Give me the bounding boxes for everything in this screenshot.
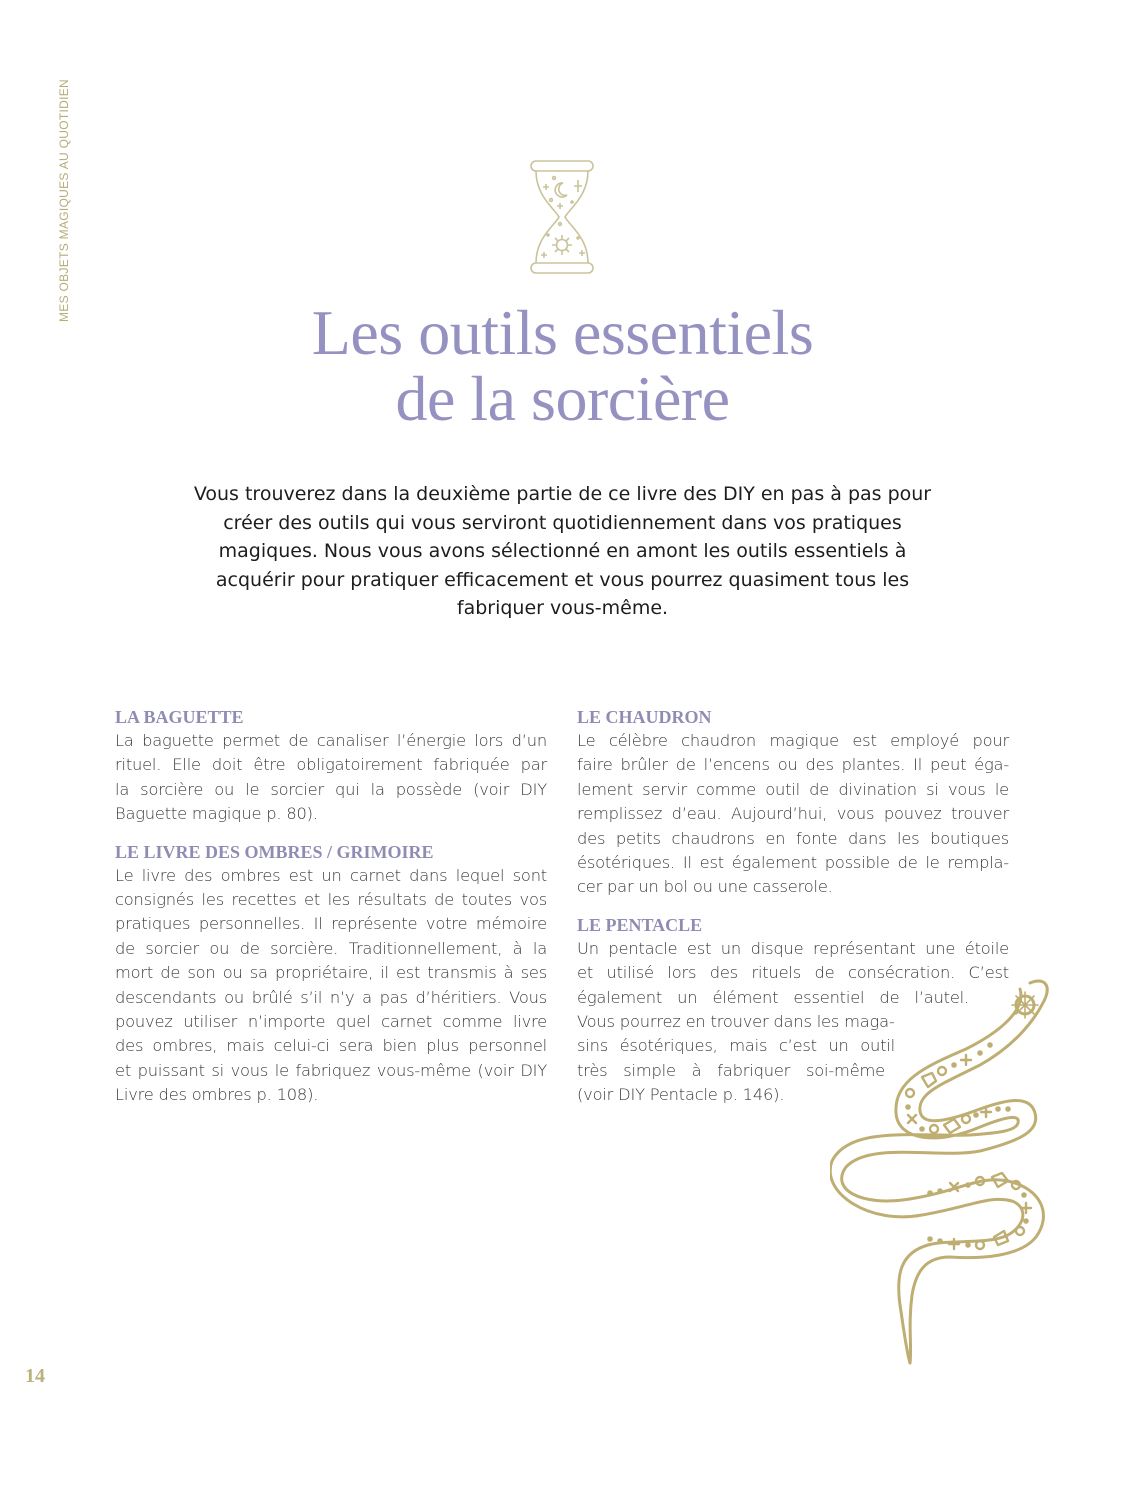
text-line: descendants ou brûlé s’il n’y a pas d’héritiers. Vous <box>115 987 547 1007</box>
text-line: Le célèbre chaudron magique est employé pour <box>577 731 1009 750</box>
text-line: sins ésotériques, mais c’est un outil <box>577 1036 895 1056</box>
text-line: des petits chaudrons en fonte dans les boutiques <box>577 828 1009 848</box>
text-line: (voir DIY Pentacle p. 146). <box>577 1085 785 1105</box>
intro-paragraph: Vous trouverez dans la deuxième partie de ce livre des DIY en pas à pas pour créer des outils qui vous serviront quotidiennement dans vos pratiques magiques. Nous vous avons sélectionné en amont les outils essentiels à acquérir pour pratiquer efficacement et vous pourrez quasiment tous les fabriquer vous-même. <box>193 483 932 620</box>
text-line: des ombres, mais celui-ci sera bien plus personnel <box>115 1036 547 1056</box>
section-body <box>577 729 1009 900</box>
text-line: Un pentacle est un disque représentant une étoile <box>577 938 1009 958</box>
text-line: ésotériques. Il est également possible de le rempla- <box>577 853 1009 873</box>
title-line-2: de la sorcière <box>395 363 730 434</box>
text-line: remplissez d’eau. Aujourd’hui, vous pouvez trouver <box>577 804 1009 824</box>
text-line: pratiques personnelles. Il représente votre mémoire <box>115 914 547 934</box>
section-body <box>115 864 547 1108</box>
section-heading: LA BAGUETTE <box>115 707 244 727</box>
title-line-1: Les outils essentiels <box>311 297 814 368</box>
section-livre-des-ombres <box>115 840 547 1108</box>
text-line: rituel. Elle doit être obligatoirement fabriquée par <box>115 755 547 775</box>
text-line: mort de son ou sa propriétaire, il est transmis à ses <box>115 963 547 983</box>
text-line: et utilisé lors des rituels de consécration. C’est <box>577 963 1009 983</box>
section-heading: LE CHAUDRON <box>577 707 712 727</box>
text-line: et puissant si vous le fabriquez vous-même (voir DIY <box>115 1060 547 1080</box>
text-line: Livre des ombres p. 108). <box>115 1085 319 1105</box>
left-column <box>115 705 547 1121</box>
section-body <box>115 729 547 827</box>
hourglass-icon <box>526 158 598 276</box>
snake-icon <box>830 975 1070 1365</box>
text-line: faire brûler de l’encens ou des plantes. Il peut éga- <box>577 755 1009 775</box>
text-line: également un élément essentiel de l’autel. <box>577 987 969 1007</box>
text-line: Baguette magique p. 80). <box>115 804 318 824</box>
page-title <box>0 297 1125 434</box>
text-line: très simple à fabriquer soi-même <box>577 1060 885 1080</box>
section-chaudron <box>577 705 1009 900</box>
text-line: cer par un bol ou une casserole. <box>577 877 833 897</box>
text-line: pouvez utiliser n’importe quel carnet comme livre <box>115 1012 547 1032</box>
text-line: de sorcier ou de sorcière. Traditionnellement, à la <box>115 938 547 958</box>
text-line: consignés les recettes et les résultats de toutes vos <box>115 890 547 910</box>
section-heading: LE LIVRE DES OMBRES / GRIMOIRE <box>115 841 434 862</box>
section-baguette <box>115 705 547 827</box>
page-number: 14 <box>25 1365 45 1387</box>
text-line: la sorcière ou le sorcier qui la possède (voir DIY <box>115 779 547 799</box>
text-line: Vous pourrez en trouver dans les maga- <box>577 1012 895 1032</box>
text-line: lement servir comme outil de divination si vous le <box>577 779 1009 799</box>
text-line: La baguette permet de canaliser l’énergie lors d’un <box>115 731 547 750</box>
section-heading: LE PENTACLE <box>577 914 703 935</box>
running-head: MES OBJETS MAGIQUES AU QUOTIDIEN <box>57 79 71 322</box>
text-line: Le livre des ombres est un carnet dans lequel sont <box>115 865 547 885</box>
